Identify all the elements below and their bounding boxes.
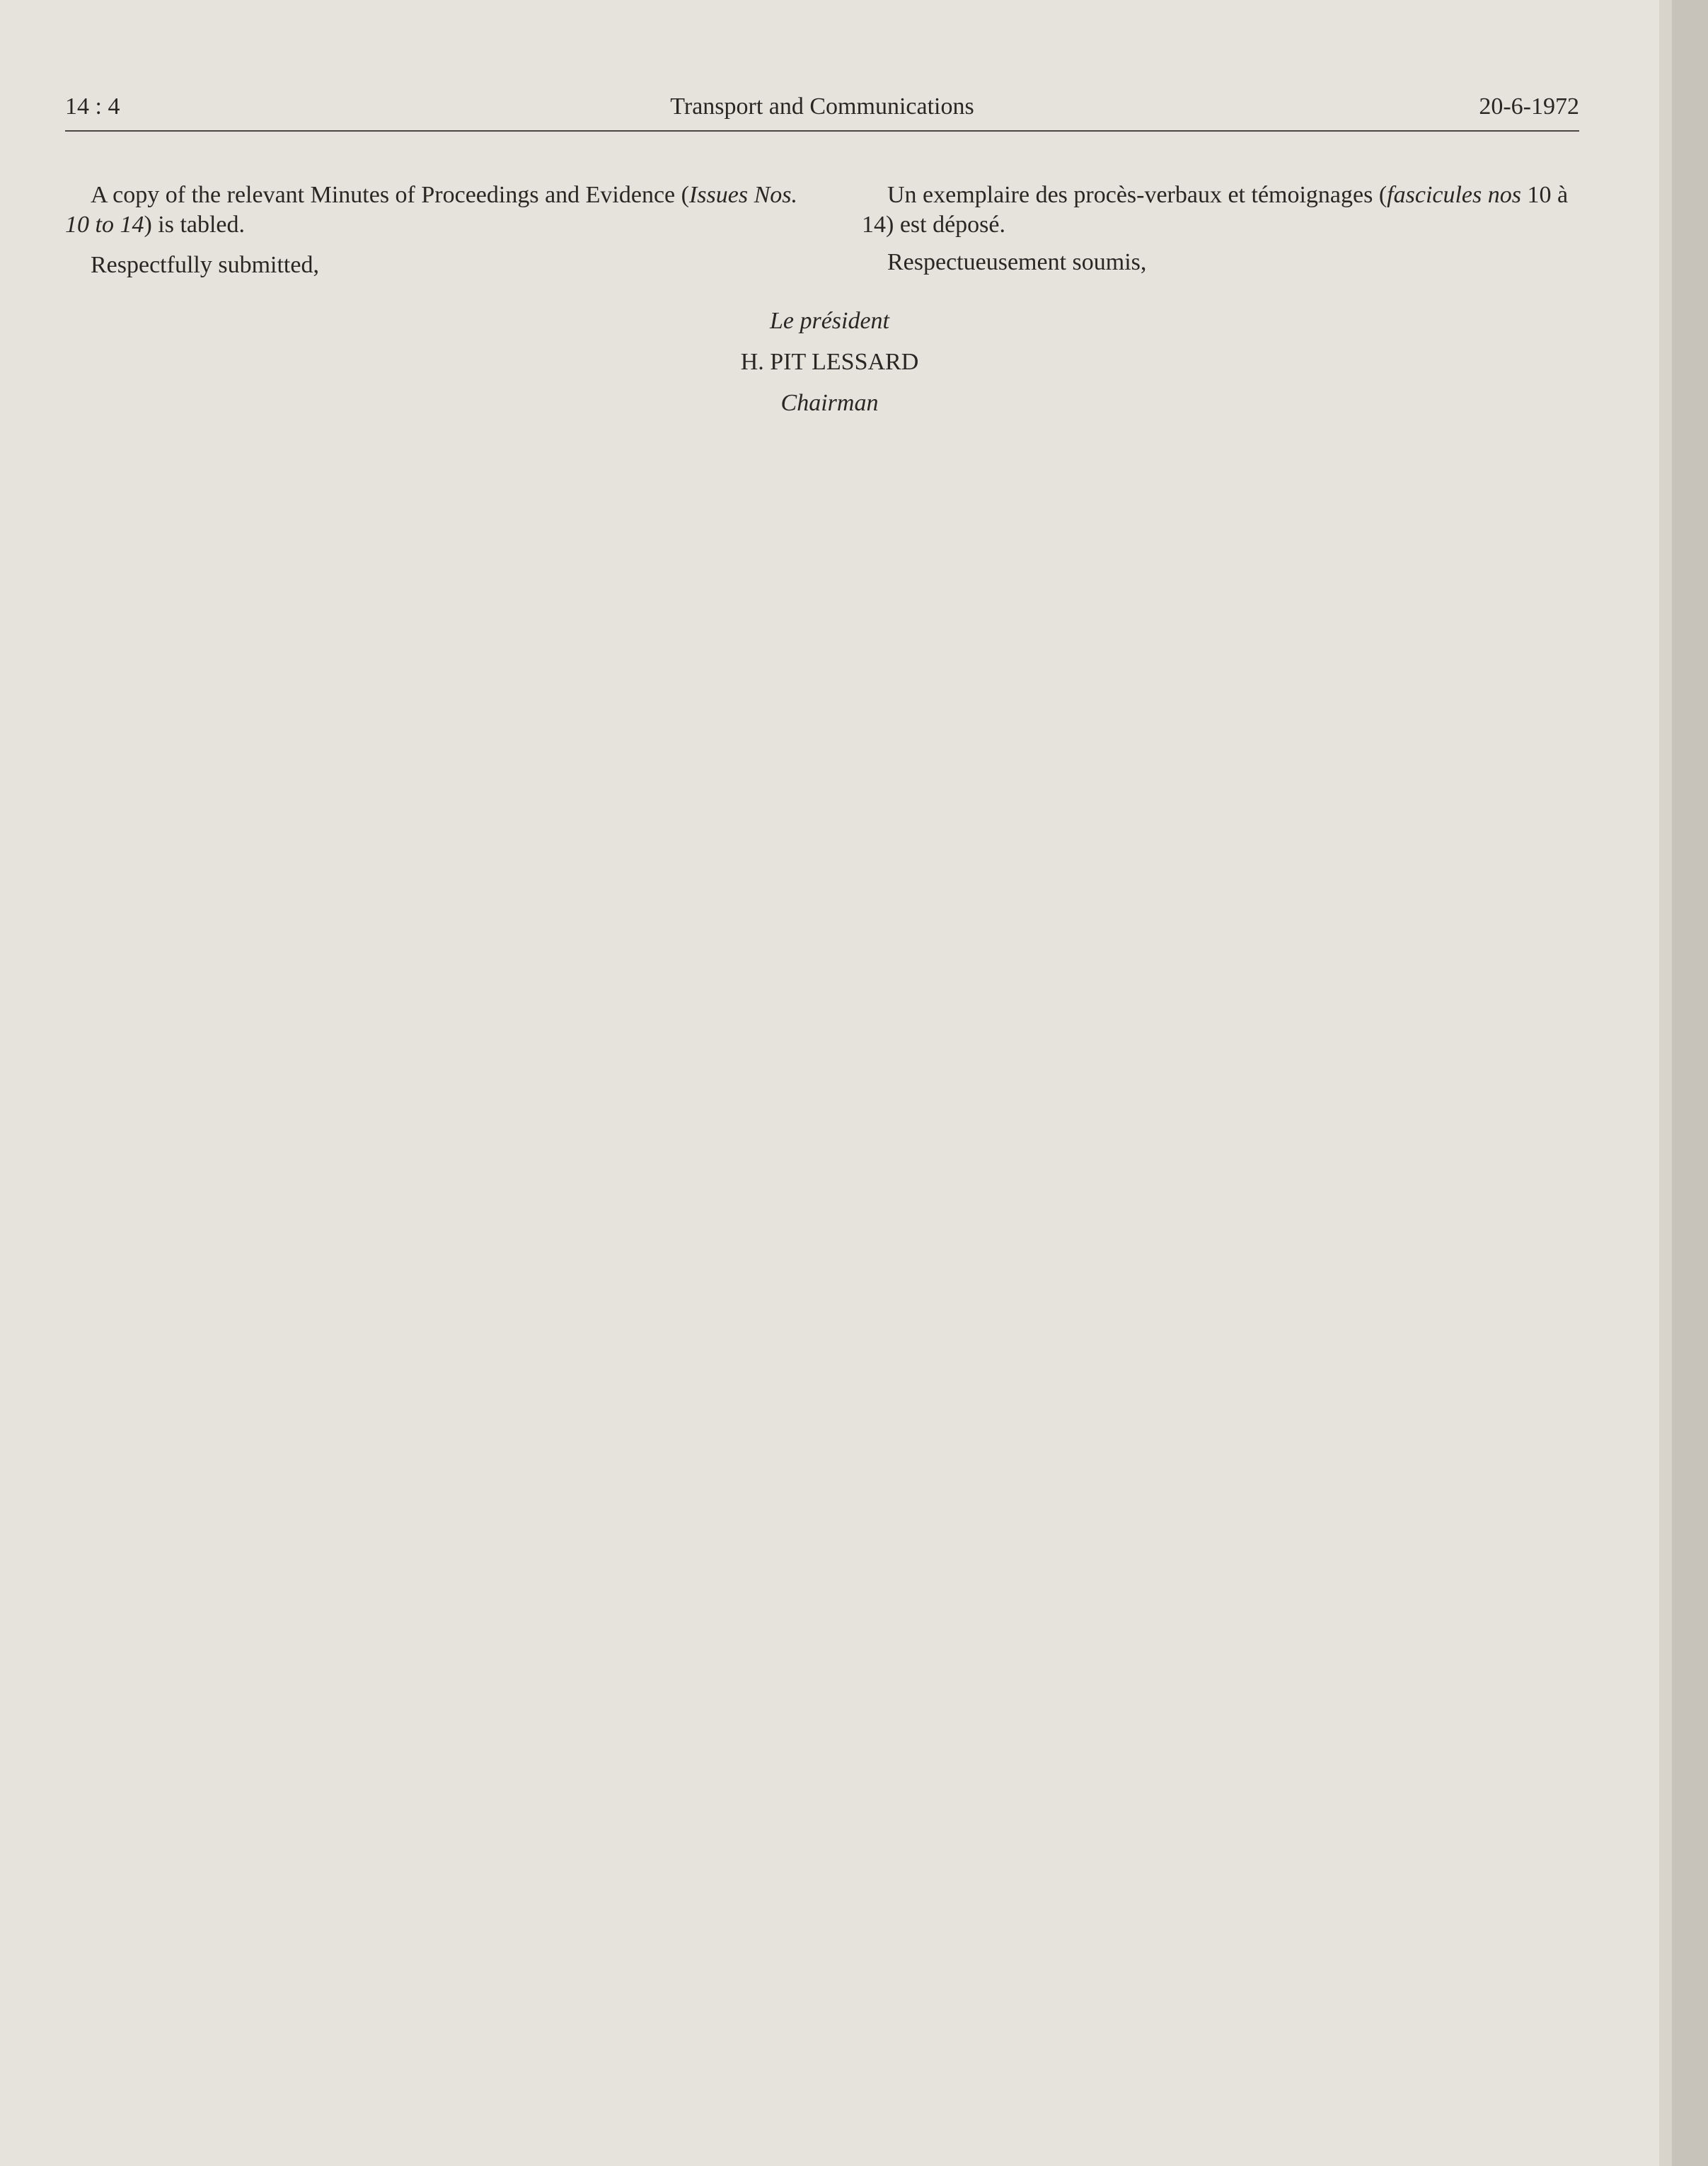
running-header <box>65 93 1579 132</box>
scanner-border <box>1672 0 1708 2166</box>
tabling-paragraph-en: A copy of the relevant Minutes of Proceedings and Evidence (Issues Nos. 10 to 14) is tabled. <box>65 182 797 238</box>
running-title: Transport and Communications <box>670 93 974 120</box>
header-date: 20-6-1972 <box>1479 93 1579 120</box>
signature-name: H. PIT LESSARD <box>740 349 919 375</box>
closing-en: Respectfully submitted, <box>91 252 319 278</box>
tabling-paragraph-fr: Un exemplaire des procès-verbaux et témoignages (fascicules nos 10 à 14) est déposé. <box>862 182 1569 238</box>
signature-title-fr: Le président <box>769 308 890 334</box>
page-edge <box>1659 0 1672 2166</box>
page-number: 14 : 4 <box>65 93 120 120</box>
signature-title-en: Chairman <box>780 390 879 416</box>
closing-fr: Respectueusement soumis, <box>887 249 1147 275</box>
